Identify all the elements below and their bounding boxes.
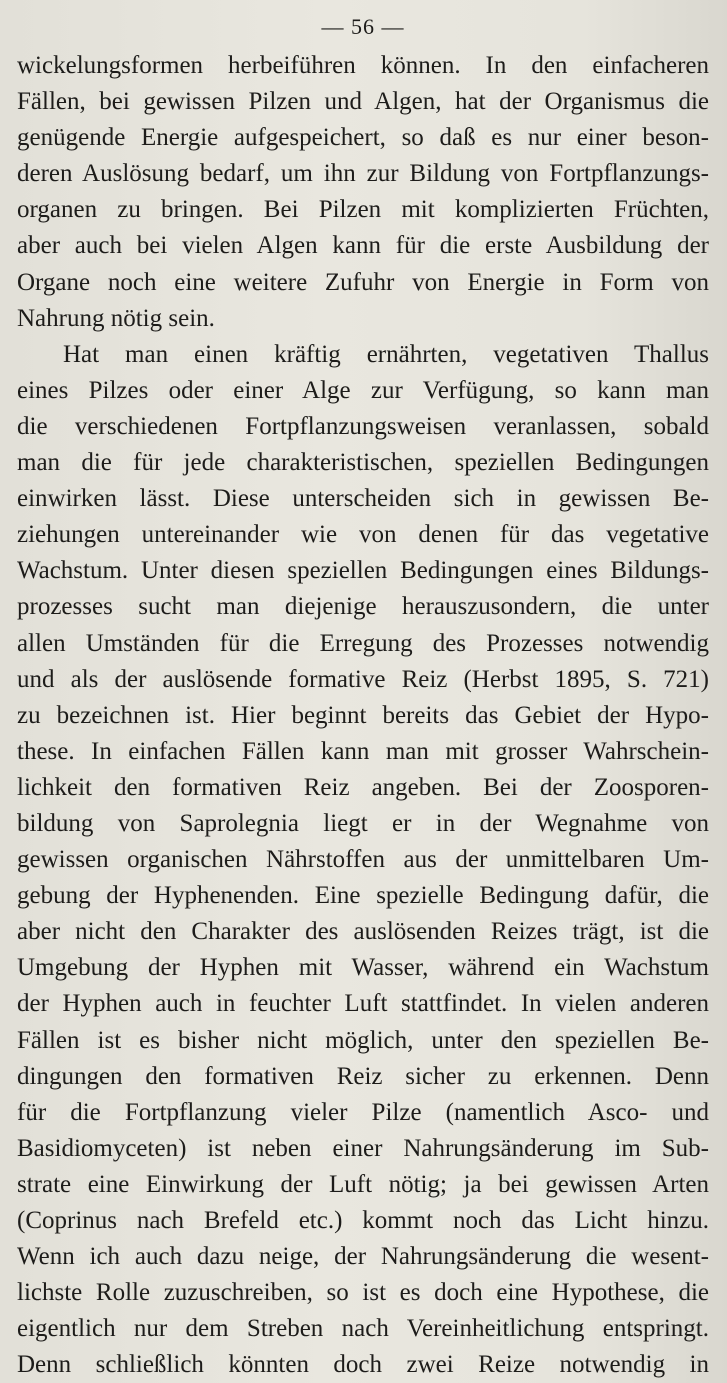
- text-line: Wenn ich auch dazu neige, der Nahrungsänderung die wesent-: [17, 1243, 709, 1271]
- text-line: für die Fortpflanzung vieler Pilze (namentlich Asco- und: [17, 1098, 709, 1126]
- text-line: wickelungsformen herbeiführen können. In den einfacheren: [17, 52, 709, 79]
- text-line: prozesses sucht man diejenige herauszusondern, die unter: [17, 593, 709, 621]
- paragraph-2: [17, 337, 709, 1383]
- text-line: zu bezeichnen ist. Hier beginnt bereits das Gebiet der Hypo-: [17, 701, 709, 729]
- text-line: Hat man einen kräftig ernährten, vegetativen Thallus: [63, 340, 709, 368]
- text-line: man die für jede charakteristischen, speziellen Bedingungen: [17, 449, 709, 477]
- text-line: Nahrung nötig sein.: [17, 304, 215, 332]
- text-line: lichste Rolle zuzuschreiben, so ist es doch eine Hypothese, die: [17, 1279, 709, 1307]
- text-line: ziehungen untereinander wie von denen für das vegetative: [17, 521, 709, 549]
- text-line: die verschiedenen Fortpflanzungsweisen veranlassen, sobald: [17, 412, 709, 440]
- text-line: und als der auslösende formative Reiz (Herbst 1895, S. 721): [17, 665, 709, 693]
- text-line: gebung der Hyphenenden. Eine spezielle Bedingung dafür, die: [17, 882, 709, 910]
- text-line: gewissen organischen Nährstoffen aus der unmittelbaren Um-: [17, 846, 709, 874]
- text-line: Organe noch eine weitere Zufuhr von Energie in Form von: [17, 268, 709, 296]
- text-line: allen Umständen für die Erregung des Prozesses notwendig: [17, 629, 709, 657]
- text-line: eines Pilzes oder einer Alge zur Verfügung, so kann man: [17, 376, 709, 404]
- text-line: der Hyphen auch in feuchter Luft stattfindet. In vielen anderen: [17, 990, 709, 1018]
- text-line: dingungen den formativen Reiz sicher zu erkennen. Denn: [17, 1062, 709, 1090]
- page-number: — 56 —: [321, 14, 405, 39]
- text-line: lichkeit den formativen Reiz angeben. Bei der Zoosporen-: [17, 773, 709, 801]
- text-line: Fällen, bei gewissen Pilzen und Algen, hat der Organismus die: [17, 88, 709, 116]
- text-line: strate eine Einwirkung der Luft nötig; ja bei gewissen Arten: [17, 1170, 709, 1198]
- text-line: bildung von Saprolegnia liegt er in der Wegnahme von: [17, 809, 709, 837]
- text-line: einwirken lässt. Diese unterscheiden sich in gewissen Be-: [17, 485, 709, 513]
- text-line: Wachstum. Unter diesen speziellen Bedingungen eines Bildungs-: [17, 557, 709, 585]
- text-line: aber nicht den Charakter des auslösenden Reizes trägt, ist die: [17, 918, 709, 946]
- text-line: Umgebung der Hyphen mit Wasser, während ein Wachstum: [17, 954, 709, 982]
- paragraph-1: [17, 48, 709, 337]
- text-line: Basidiomyceten) ist neben einer Nahrungsänderung im Sub-: [17, 1134, 709, 1162]
- text-line: Fällen ist es bisher nicht möglich, unter den speziellen Be-: [17, 1026, 709, 1054]
- text-line: aber auch bei vielen Algen kann für die erste Ausbildung der: [17, 232, 709, 260]
- text-line: organen zu bringen. Bei Pilzen mit komplizierten Früchten,: [17, 196, 709, 224]
- text-line: (Coprinus nach Brefeld etc.) kommt noch das Licht hinzu.: [17, 1207, 709, 1234]
- text-line: deren Auslösung bedarf, um ihn zur Bildung von Fortpflanzungs-: [17, 160, 709, 188]
- text-line: eigentlich nur dem Streben nach Vereinheitlichung entspringt.: [17, 1315, 709, 1343]
- text-line: Denn schließlich könnten doch zwei Reize notwendig in: [17, 1351, 709, 1379]
- text-line: these. In einfachen Fällen kann man mit grosser Wahrschein-: [17, 737, 709, 765]
- text-line: genügende Energie aufgespeichert, so daß es nur einer beson-: [17, 124, 709, 152]
